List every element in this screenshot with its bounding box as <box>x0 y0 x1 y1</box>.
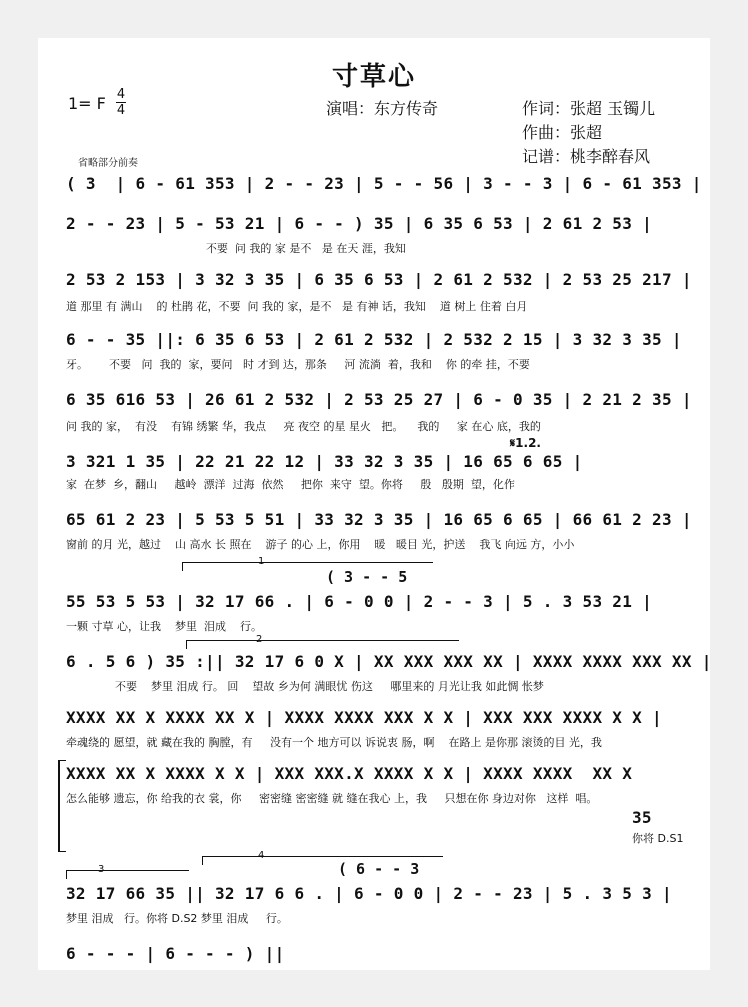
lyricist-credit: 作词：张超 玉镯儿 <box>522 99 656 118</box>
omit-note: 省略部分前奏 <box>78 158 138 169</box>
lyric-row: 家 在梦 乡，翻山 越岭 漂洋 过海 依然 把你 来守 望。你将 殷 殷期 望，化作 <box>66 478 515 491</box>
volta-bracket-2 <box>186 640 459 649</box>
transcriber-credit: 记谱：桃李醉春风 <box>522 147 651 166</box>
time-signature <box>116 88 126 117</box>
section-bracket <box>58 760 66 852</box>
notation-row: XXXX XX X XXXX X X | XXX XXX.X XXXX X X | XXXX XXXX XX X <box>66 764 633 783</box>
notation-row: ( 3 | 6 - 61 353 | 2 - - 23 | 5 - - 56 | 3 - - 3 | 6 - 61 353 | <box>66 174 702 193</box>
tail-notes: 35 <box>632 808 652 827</box>
paren-notes: ( 3 - - 5 <box>326 568 408 586</box>
notation-row: 6 - - - | 6 - - - ) || <box>66 944 285 963</box>
notation-row: 6 . 5 6 ) 35 :|| 32 17 6 0 X | XX XXX XXX XX | XXXX XXXX XXX XX | <box>66 652 712 671</box>
time-sig-bottom: 4 <box>116 103 126 118</box>
tail-lyrics: 你将 D.S1 <box>632 832 684 845</box>
lyric-row: 问 我的 家， 有没 有锦 绣繁 华，我点 亮 夜空 的星 星火 把。 我的 家 在心 底，我的 <box>66 420 541 433</box>
paren-notes: ( 6 - - 3 <box>338 860 420 878</box>
lyric-row: 窗前 的月 光，越过 山 高水 长 照在 游子 的心 上，你用 暖 暖目 光，护送 我飞 向远 方，小小 <box>66 538 575 551</box>
lyric-row: 不要 问 我的 家 是不 是 在天 涯，我知 <box>66 242 406 255</box>
notation-row: 3 321 1 35 | 22 21 22 12 | 33 32 3 35 | 16 65 6 65 | <box>66 452 583 471</box>
time-sig-top: 4 <box>116 87 126 102</box>
notation-row: 55 53 5 53 | 32 17 66 . | 6 - 0 0 | 2 - - 3 | 5 . 3 53 21 | <box>66 592 653 611</box>
notation-row: XXXX XX X XXXX XX X | XXXX XXXX XXX X X | XXX XXX XXXX X X | <box>66 708 662 727</box>
key-signature: 1= F <box>68 94 106 113</box>
notation-row: 32 17 66 35 || 32 17 6 6 . | 6 - 0 0 | 2 - - 23 | 5 . 3 5 3 | <box>66 884 672 903</box>
lyric-row: 不要 梦里 泪成 行。 回 望故 乡为何 满眼忧 伤这 哪里来的 月光让我 如此惆 怅梦 <box>66 680 544 693</box>
notation-row: 2 - - 23 | 5 - 53 21 | 6 - - ) 35 | 6 35 6 53 | 2 61 2 53 | <box>66 214 653 233</box>
singer-credit: 演唱：东方传奇 <box>326 99 439 118</box>
notation-row: 6 35 616 53 | 26 61 2 532 | 2 53 25 27 | 6 - 0 35 | 2 21 2 35 | <box>66 390 692 409</box>
lyric-row: 怎么能够 遗忘，你 给我的衣 裳，你 密密缝 密密缝 就 缝在我心 上，我 只想在你 身边对你 这样 唱。 <box>66 792 598 805</box>
notation-row: 6 - - 35 ||: 6 35 6 53 | 2 61 2 532 | 2 532 2 15 | 3 32 3 35 | <box>66 330 682 349</box>
volta-number: 2 <box>256 634 263 645</box>
lyric-row: 道 那里 有 满山 的 杜鹃 花，不要 问 我的 家，是不 是 有神 话，我知 道 树上 住着 白月 <box>66 300 528 313</box>
lyric-row: 梦里 泪成 行。你将 D.S2 梦里 泪成 行。 <box>66 912 288 925</box>
lyric-row: 一颗 寸草 心，让我 梦里 泪成 行。 <box>66 620 262 633</box>
notation-row: 2 53 2 153 | 3 32 3 35 | 6 35 6 53 | 2 61 2 532 | 2 53 25 217 | <box>66 270 692 289</box>
segno-mark: 𝄋1.2. <box>510 436 541 450</box>
volta-bracket-3 <box>66 870 189 879</box>
page-title: 寸草心 <box>331 62 416 92</box>
volta-number: 1 <box>258 556 265 567</box>
notation-row: 65 61 2 23 | 5 53 5 51 | 33 32 3 35 | 16 65 6 65 | 66 61 2 23 | <box>66 510 692 529</box>
lyric-row: 牵魂绕的 愿望，就 藏在我的 胸膛，有 没有一个 地方可以 诉说衷 肠，啊 在路上 是你那 滚烫的目 光，我 <box>66 736 602 749</box>
volta-number: 4 <box>258 850 265 861</box>
lyric-row: 牙。 不要 问 我的 家，要问 时 才到 达，那条 河 流淌 着，我和 你 的牵 挂，不要 <box>66 358 530 371</box>
volta-number: 3 <box>98 864 105 875</box>
composer-credit: 作曲：张超 <box>522 123 603 142</box>
